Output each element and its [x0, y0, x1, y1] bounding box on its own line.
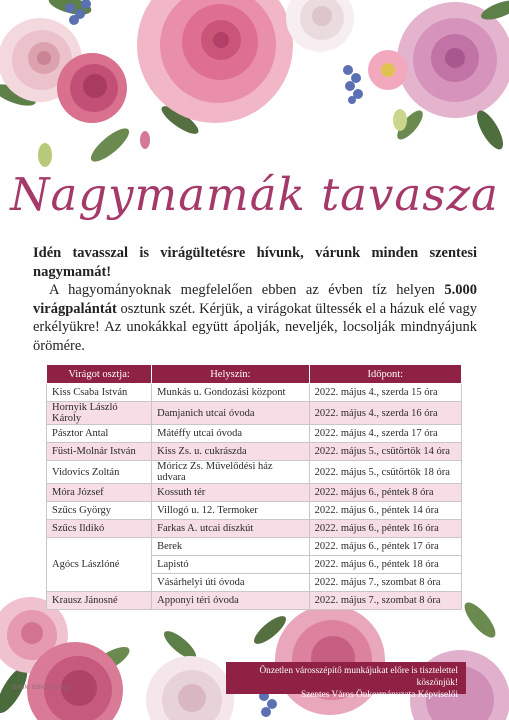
location-cell: Apponyi téri óvoda — [152, 592, 309, 610]
distributor-cell: Vidovics Zoltán — [47, 461, 152, 484]
distributor-cell: Agócs Lászlóné — [47, 538, 152, 592]
intro-paragraph-2 — [33, 281, 477, 355]
rose-icon — [397, 2, 509, 118]
column-header: Időpont: — [309, 365, 461, 384]
location-cell: Berek — [152, 538, 309, 556]
location-cell: Móricz Zs. Művelődési ház udvara — [152, 461, 309, 484]
time-cell: 2022. május 5., csütörtök 18 óra — [309, 461, 461, 484]
intro-lead: Idén tavasszal is virágültetésre hívunk, várunk minden szentesi nagymamát! — [33, 245, 477, 280]
table-row — [47, 538, 462, 556]
table-row — [47, 402, 462, 425]
table-row — [47, 502, 462, 520]
distributor-cell: Szűcs György — [47, 502, 152, 520]
time-cell: 2022. május 6., péntek 16 óra — [309, 520, 461, 538]
location-cell: Munkás u. Gondozási központ — [152, 384, 309, 402]
location-cell: Lapistó — [152, 556, 309, 574]
distributor-cell: Szűcs Ildikó — [47, 520, 152, 538]
time-cell: 2022. május 6., péntek 18 óra — [309, 556, 461, 574]
footer-line-2: Szentes Város Önkormányzata Képviselői — [300, 690, 458, 700]
location-cell: Villogó u. 12. Termoker — [152, 502, 309, 520]
location-cell: Farkas A. utcai díszkút — [152, 520, 309, 538]
table-row — [47, 592, 462, 610]
distributor-cell: Móra József — [47, 484, 152, 502]
time-cell: 2022. május 6., péntek 8 óra — [309, 484, 461, 502]
rose-icon — [286, 0, 354, 52]
location-cell: Kossuth tér — [152, 484, 309, 502]
distributor-cell: Hornyik László Károly — [47, 402, 152, 425]
intro-text-b: osztunk szét. Kérjük, a virágokat ültessék el a házuk elé vagy erkélyükre! Az unokákkal együtt ápolják, neveljék, locsolják mindnyájunk örömére. — [33, 300, 477, 354]
table-row — [47, 384, 462, 402]
distributor-cell: Krausz Jánosné — [47, 592, 152, 610]
column-header: Helyszín: — [152, 365, 309, 384]
intro-highlight: 5.000 virágpalántát — [33, 282, 477, 317]
intro-text — [33, 244, 477, 355]
footer-banner — [226, 662, 466, 700]
table-row — [47, 443, 462, 461]
time-cell: 2022. május 6., péntek 14 óra — [309, 502, 461, 520]
time-cell: 2022. május 4., szerda 15 óra — [309, 384, 461, 402]
time-cell: 2022. május 7., szombat 8 óra — [309, 574, 461, 592]
intro-text-a: A hagyományoknak megfelelően ebben az évben tíz helyen — [49, 282, 445, 298]
table-row — [47, 461, 462, 484]
location-cell: Mátéffy utcai óvoda — [152, 425, 309, 443]
location-cell: Kiss Zs. u. cukrászda — [152, 443, 309, 461]
time-cell: 2022. május 4., szerda 17 óra — [309, 425, 461, 443]
time-cell: 2022. május 4., szerda 16 óra — [309, 402, 461, 425]
table-row — [47, 484, 462, 502]
location-cell: Damjanich utcai óvoda — [152, 402, 309, 425]
rose-icon — [146, 656, 234, 720]
rose-icon — [57, 53, 127, 123]
designer-signature: Bánki Ildikó Design — [12, 684, 72, 691]
time-cell: 2022. május 6., péntek 17 óra — [309, 538, 461, 556]
distributor-cell: Kiss Csaba István — [47, 384, 152, 402]
page-title: Nagymamák tavasza — [10, 168, 499, 221]
intro-paragraph-1 — [33, 244, 477, 281]
rose-icon — [137, 0, 293, 123]
time-cell: 2022. május 7., szombat 8 óra — [309, 592, 461, 610]
time-cell: 2022. május 5., csütörtök 14 óra — [309, 443, 461, 461]
distributor-cell: Füsti-Molnár István — [47, 443, 152, 461]
location-cell: Vásárhelyi úti óvoda — [152, 574, 309, 592]
column-header: Virágot osztja: — [47, 365, 152, 384]
distributor-cell: Pásztor Antal — [47, 425, 152, 443]
footer-line-1: Önzetlen városszépítő munkájukat előre is tisztelettel köszönjük! — [259, 666, 458, 688]
flower-icon — [368, 50, 408, 90]
schedule-table — [46, 364, 462, 610]
table-row — [47, 520, 462, 538]
table-header-row — [47, 365, 462, 384]
table-row — [47, 425, 462, 443]
